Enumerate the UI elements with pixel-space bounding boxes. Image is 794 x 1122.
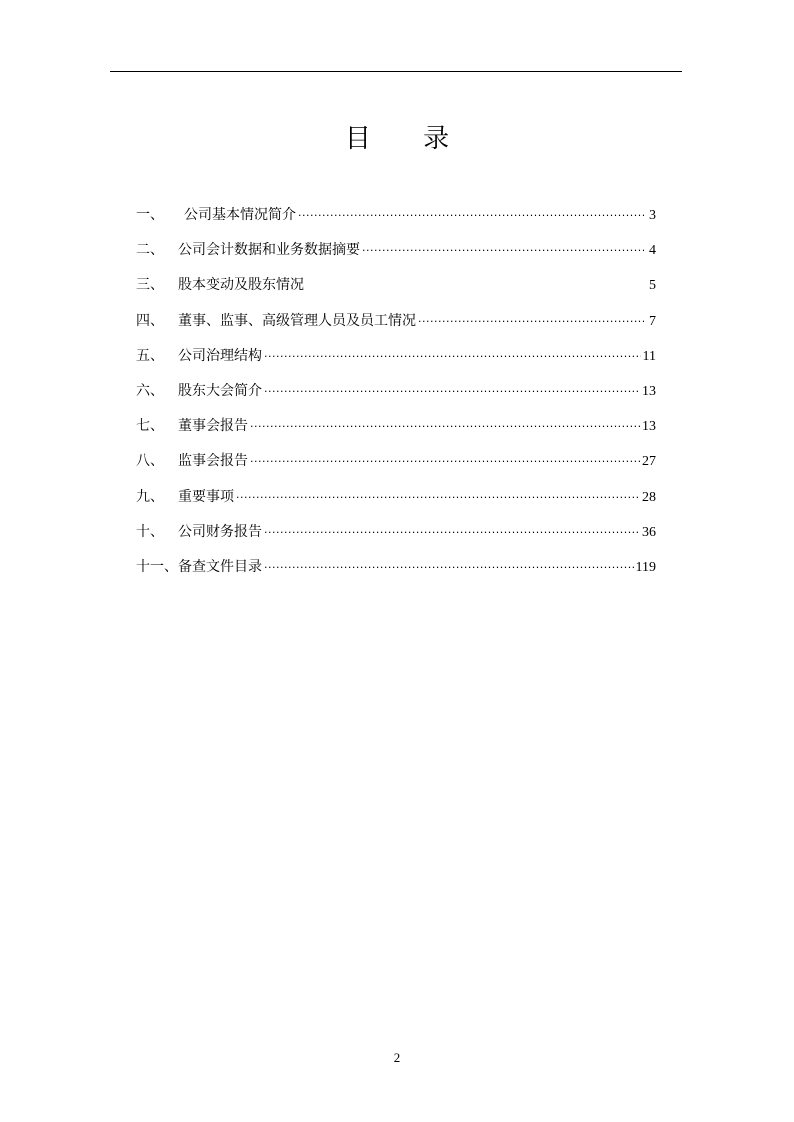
- toc-entry-number: 七、: [136, 418, 164, 435]
- toc-dot-leader: [362, 236, 644, 266]
- toc-entry-label: 公司基本情况简介: [184, 207, 296, 223]
- toc-entry-label: 重要事项: [178, 488, 234, 505]
- toc-entry-page: 28: [642, 489, 656, 505]
- toc-entry[interactable]: [136, 235, 656, 270]
- toc-entry-label: 公司治理结构: [178, 347, 262, 364]
- toc-entry-number: 四、: [136, 312, 164, 329]
- toc-entry-number: 九、: [136, 488, 164, 505]
- toc-entry-label: 股东大会简介: [178, 382, 262, 399]
- toc-entry[interactable]: [136, 517, 656, 552]
- toc-entry-number: 六、: [136, 382, 164, 399]
- toc-entry-label: 公司会计数据和业务数据摘要: [178, 242, 360, 259]
- toc-dot-leader: [250, 447, 640, 477]
- toc-entry[interactable]: [136, 376, 656, 411]
- toc-entry-page: 5: [649, 278, 656, 294]
- toc-entry-page: 119: [635, 559, 656, 575]
- toc-entry[interactable]: [136, 446, 656, 481]
- toc-entry-number: 五、: [136, 347, 164, 364]
- toc-entry-number: 八、: [136, 453, 164, 470]
- toc-entry[interactable]: [136, 552, 656, 587]
- toc-entry-label: 董事、监事、高级管理人员及员工情况: [178, 312, 416, 329]
- page-number: 2: [393, 1050, 401, 1065]
- toc-entry-page: 7: [649, 313, 656, 329]
- toc-dot-leader: [264, 518, 640, 548]
- toc-entry-label: 股本变动及股东情况: [178, 277, 304, 294]
- toc-list: [136, 200, 656, 587]
- toc-dot-leader: [298, 201, 644, 231]
- toc-entry[interactable]: [136, 411, 656, 446]
- toc-entry-label: 备查文件目录: [178, 558, 262, 575]
- toc-dot-leader: [250, 412, 640, 442]
- toc-entry-page: 4: [649, 243, 656, 259]
- toc-entry[interactable]: [136, 306, 656, 341]
- toc-dot-leader: [236, 483, 640, 513]
- toc-entry-number: 十一、: [136, 558, 178, 575]
- toc-dot-leader: [418, 307, 644, 337]
- toc-entry-number: 三、: [136, 277, 164, 294]
- toc-entry-page: 27: [642, 454, 656, 470]
- toc-entry-number: 一、: [136, 207, 164, 223]
- toc-entry-page: 11: [642, 348, 656, 364]
- toc-entry[interactable]: [136, 482, 656, 517]
- toc-entry[interactable]: [136, 200, 656, 235]
- toc-entry[interactable]: [136, 270, 656, 305]
- toc-entry-label: 公司财务报告: [178, 523, 262, 540]
- header-rule: [110, 71, 682, 72]
- toc-entry-number: 二、: [136, 242, 164, 259]
- toc-entry-label: 董事会报告: [178, 418, 248, 435]
- toc-dot-leader: [264, 553, 636, 583]
- toc-entry-page: 13: [642, 383, 656, 399]
- toc-dot-leader: [264, 377, 640, 407]
- toc-entry-label: 监事会报告: [178, 453, 248, 470]
- toc-entry-page: 3: [649, 208, 656, 223]
- toc-entry-number: 十、: [136, 523, 164, 540]
- toc-entry-page: 36: [642, 524, 656, 540]
- toc-dot-leader: [264, 342, 641, 372]
- toc-entry[interactable]: [136, 341, 656, 376]
- toc-title: 目 录: [344, 124, 472, 154]
- toc-entry-page: 13: [642, 419, 656, 435]
